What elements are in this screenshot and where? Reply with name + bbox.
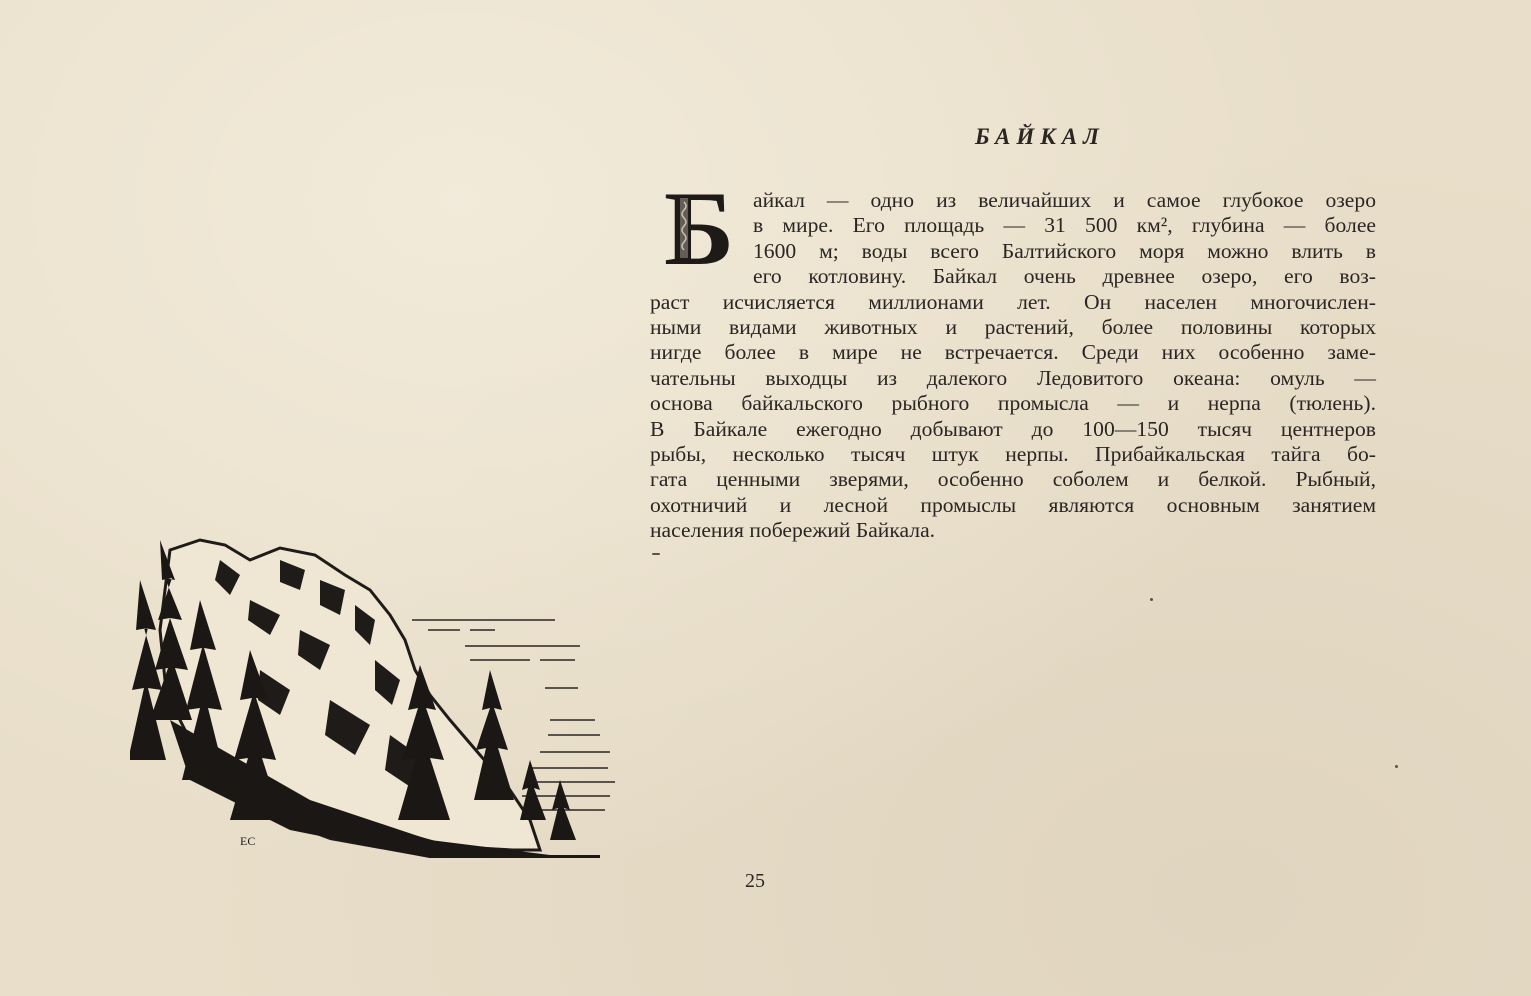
text-line: 1600 м; воды всего Балтийского моря можно влить в <box>753 238 1376 263</box>
paper-speck <box>1395 765 1398 768</box>
text-line: населения побережий Байкала. <box>650 518 936 543</box>
text-line: основа байкальского рыбного промысла — и нерпа (тюлень). <box>650 391 1376 416</box>
artist-signature: ЕС <box>240 834 256 848</box>
text-line: гата ценными зверями, особенно соболем и белкой. Рыбный, <box>650 467 1376 492</box>
page-number: 25 <box>745 870 765 892</box>
page-title: БАЙКАЛ <box>975 124 1105 149</box>
text-line: его котловину. Байкал очень древнее озеро, его воз- <box>753 264 1376 289</box>
text-line: в мире. Его площадь — 31 500 км², глубина — более <box>753 213 1376 238</box>
text-line: ными видами животных и растений, более половины которых <box>650 315 1376 340</box>
text-line: нигде более в мире не встречается. Среди них особенно заме- <box>650 340 1376 365</box>
text-line: айкал — одно из величайших и самое глубокое озеро <box>753 188 1376 212</box>
text-line: охотничий и лесной промыслы являются основным занятием <box>650 492 1376 517</box>
text-line: В Байкале ежегодно добывают до 100—150 тысяч центнеров <box>650 416 1376 441</box>
article-text <box>650 170 1376 544</box>
text-line: раст исчисляется миллионами лет. Он населен многочислен- <box>650 289 1376 314</box>
text-line: чательны выходцы из далекого Ледовитого океана: омуль — <box>650 365 1376 390</box>
cliff-illustration <box>130 520 630 860</box>
drop-cap: Б <box>664 170 735 287</box>
text-line: рыбы, несколько тысяч штук нерпы. Прибайкальская тайга бо- <box>650 442 1376 467</box>
paper-speck <box>652 553 660 555</box>
paper-speck <box>1150 598 1153 601</box>
